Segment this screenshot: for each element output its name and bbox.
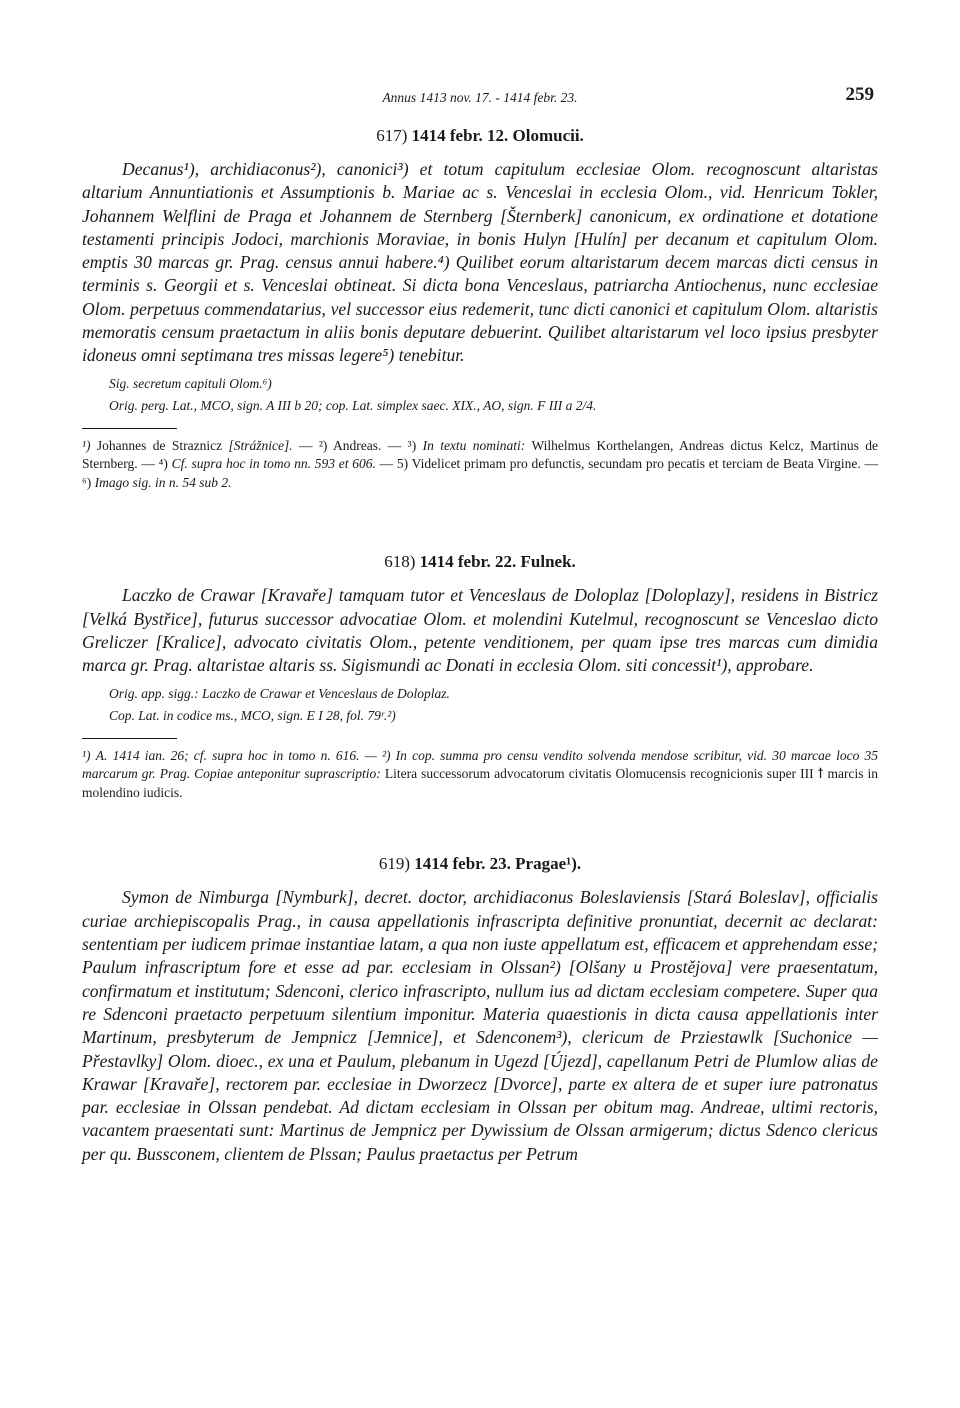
- doc-heading-618: [82, 552, 878, 572]
- fn-text: Wilhelmus Korthelangen, Andreas dictus Kelcz, Martinus de Sternberg.: [82, 437, 879, 472]
- running-head: [82, 84, 878, 112]
- doc-number: 617): [376, 126, 408, 145]
- fn-mark: ¹): [82, 437, 91, 453]
- fn-mark: — ³): [387, 437, 417, 453]
- fn-italic: [Strážnice].: [228, 437, 293, 453]
- meta-line: Orig. perg. Lat., MCO, sign. A III b 20; cop. Lat. simplex saec. XIX., AO, sign. F III a 2/4.: [109, 397, 597, 413]
- doc-body-618: Laczko de Crawar [Kravaře] tamquam tutor et Venceslaus de Doloplaz [Doloplazy], residens in Bistricz [Velká Bystřice], futurus successor advocatiae Olom. et molendini Kutelmul, recognoscunt se Venceslao dicto Greliczer [Kralice], advocato civitatis Olom., petente venditionem, per quam ipse tres marcas cum dimidia marca gr. Prag. altaristae altaris ss. Sigismundi ac Donati in ecclesia Olom. siti concessit¹), approbare.: [82, 585, 878, 676]
- doc-meta-618: [109, 684, 878, 726]
- footnote-rule: [82, 428, 177, 429]
- document-619: [82, 854, 878, 1166]
- fn-italic: Imago sig. in n. 54 sub 2.: [94, 474, 232, 490]
- meta-line: Orig. app. sigg.: Laczko de Crawar et Venceslaus de Doloplaz.: [109, 685, 450, 701]
- footnote-rule: [82, 738, 177, 739]
- fn-italic: Cf. supra hoc in tomo nn. 593 et 606.: [171, 456, 376, 472]
- fn-text: Videlicet primam pro defunctis, secundam pro pecatis et terciam de Beata Virgine.: [411, 456, 861, 472]
- doc-date-place: 1414 febr. 23. Pragae¹).: [414, 854, 582, 874]
- fn-mark: — ⁴): [141, 456, 168, 472]
- doc-meta-617: [109, 374, 878, 416]
- fn-mark: — ⁶): [82, 456, 879, 490]
- fn-mark: ¹): [82, 747, 91, 763]
- document-618: [82, 552, 878, 802]
- fn-text: Johannes de Straznicz: [96, 437, 223, 453]
- fn-italic: In textu nominati:: [422, 437, 526, 453]
- fn-text: Andreas.: [333, 437, 382, 453]
- footnotes-618: [82, 747, 878, 803]
- meta-line: Sig. secretum capituli Olom.⁶): [109, 375, 272, 391]
- fn-mark: — 5): [379, 456, 409, 472]
- footnotes-617: [82, 437, 878, 493]
- meta-line: Cop. Lat. in codice ms., MCO, sign. E I 28, fol. 79ʳ.²): [109, 707, 396, 723]
- document-617: [82, 126, 878, 492]
- running-head-title: Annus 1413 nov. 17. - 1414 febr. 23.: [382, 90, 578, 105]
- page-number: 259: [845, 84, 874, 105]
- doc-date-place: 1414 febr. 12. Olomucii.: [411, 126, 584, 145]
- doc-body-619: Symon de Nimburga [Nymburk], decret. doctor, archidiaconus Boleslaviensis [Stará Boleslav], officialis curiae archiepiscopalis Prag., in causa appellationis infrascripta definitive pronuntiat, decernit ac declarat: sententiam per iudicem primae instantiae latam, a qua non iuste appellatum est, efficacem et apprehendam esse; Paulum infrascriptum fore et esse ad par. ecclesiam in Olssan²) [Olšany u Prostějova] vere praesentatum, confirmatum et institutum; Sdenconi, clerico infrascripto, nullum ius ad dictam ecclesiam competere. Super qua re Sdenconi praetacto perpetuum silentium imponitur. Materia quaestionis in dicta causa appellationis inter Martinum, presbyterum de Jempnicz [Jemnice], et Sdenconem³), clericum de Prziestawlk [Suchonice — Přestavlky] Olom. dioec., ex una et Paulum, plebanum in Ugezd [Újezd], capellanum Petri de Plumlow alias de Krawar [Kravaře], rectorem par. ecclesiae in Dworzecz [Dvorce], parte ex altera de et super iure patronatus par. ecclesiae in Olssan pendebat. Ad dictam ecclesiam in Olssan per obitum mag. Andreae, ultimi rectoris, vacantem praesentati sunt: Martinus de Jempnicz per Dywissium de Olssan armigerum; dictus Sdenco clericus per qu. Bussconem, clientem de Plssan; Paulus praetactus per Petrum: [82, 887, 878, 1164]
- fn-mark: — ²): [299, 437, 328, 453]
- fn-text: Litera successorum advocatorum civitatis Olomucensis recognicionis super III ꝉ marcis in molendino iudicis.: [82, 766, 878, 800]
- doc-body-617: Decanus¹), archidiaconus²), canonici³) et totum capitulum ecclesiae Olom. recognoscunt altaristas altarium Annuntiationis et Assumptionis b. Mariae ac s. Venceslai in ecclesia Olom., vid. Henricum Tokler, Johannem Welflini de Praga et Johannem de Sternberg [Šternberk] canonicum, ex ordinatione et dotatione testamenti principis Jodoci, marchionis Moraviae, in bonis Hulyn [Hulín] per decanum et capitulum Olom. emptis 30 marcas gr. Prag. census annui habere.⁴) Quilibet eorum altaristarum decem marcas dicti census in terminis s. Georgii et s. Venceslai obtineat. Si dicta bona Venceslaus, patriarcha Antiochenus, nunc ecclesiae Olom. perpetuus commendatarius, vel successor eius redemerit, tunc dicti canonici et capitulum Olom. altaristis memoratis censum praetactum in aliis bonis deputare debuerint. Quilibet altaristarum vel loco ipsius presbyter idoneus omni septimana tres missas legere⁵) tenebitur.: [82, 159, 878, 366]
- doc-heading-619: [82, 854, 878, 874]
- doc-number: 618): [384, 552, 416, 572]
- doc-date-place: 1414 febr. 22. Fulnek.: [419, 552, 576, 572]
- doc-number: 619): [378, 854, 411, 874]
- doc-heading-617: [82, 126, 878, 146]
- fn-italic: A. 1414 ian. 26; cf. supra hoc in tomo n. 616. — ²) In cop. summa pro censu vendito solvenda mendose scribitur, vid. 30 marcae loco 35 marcarum gr. Prag. Copiae anteponitur suprascriptio:: [82, 747, 879, 782]
